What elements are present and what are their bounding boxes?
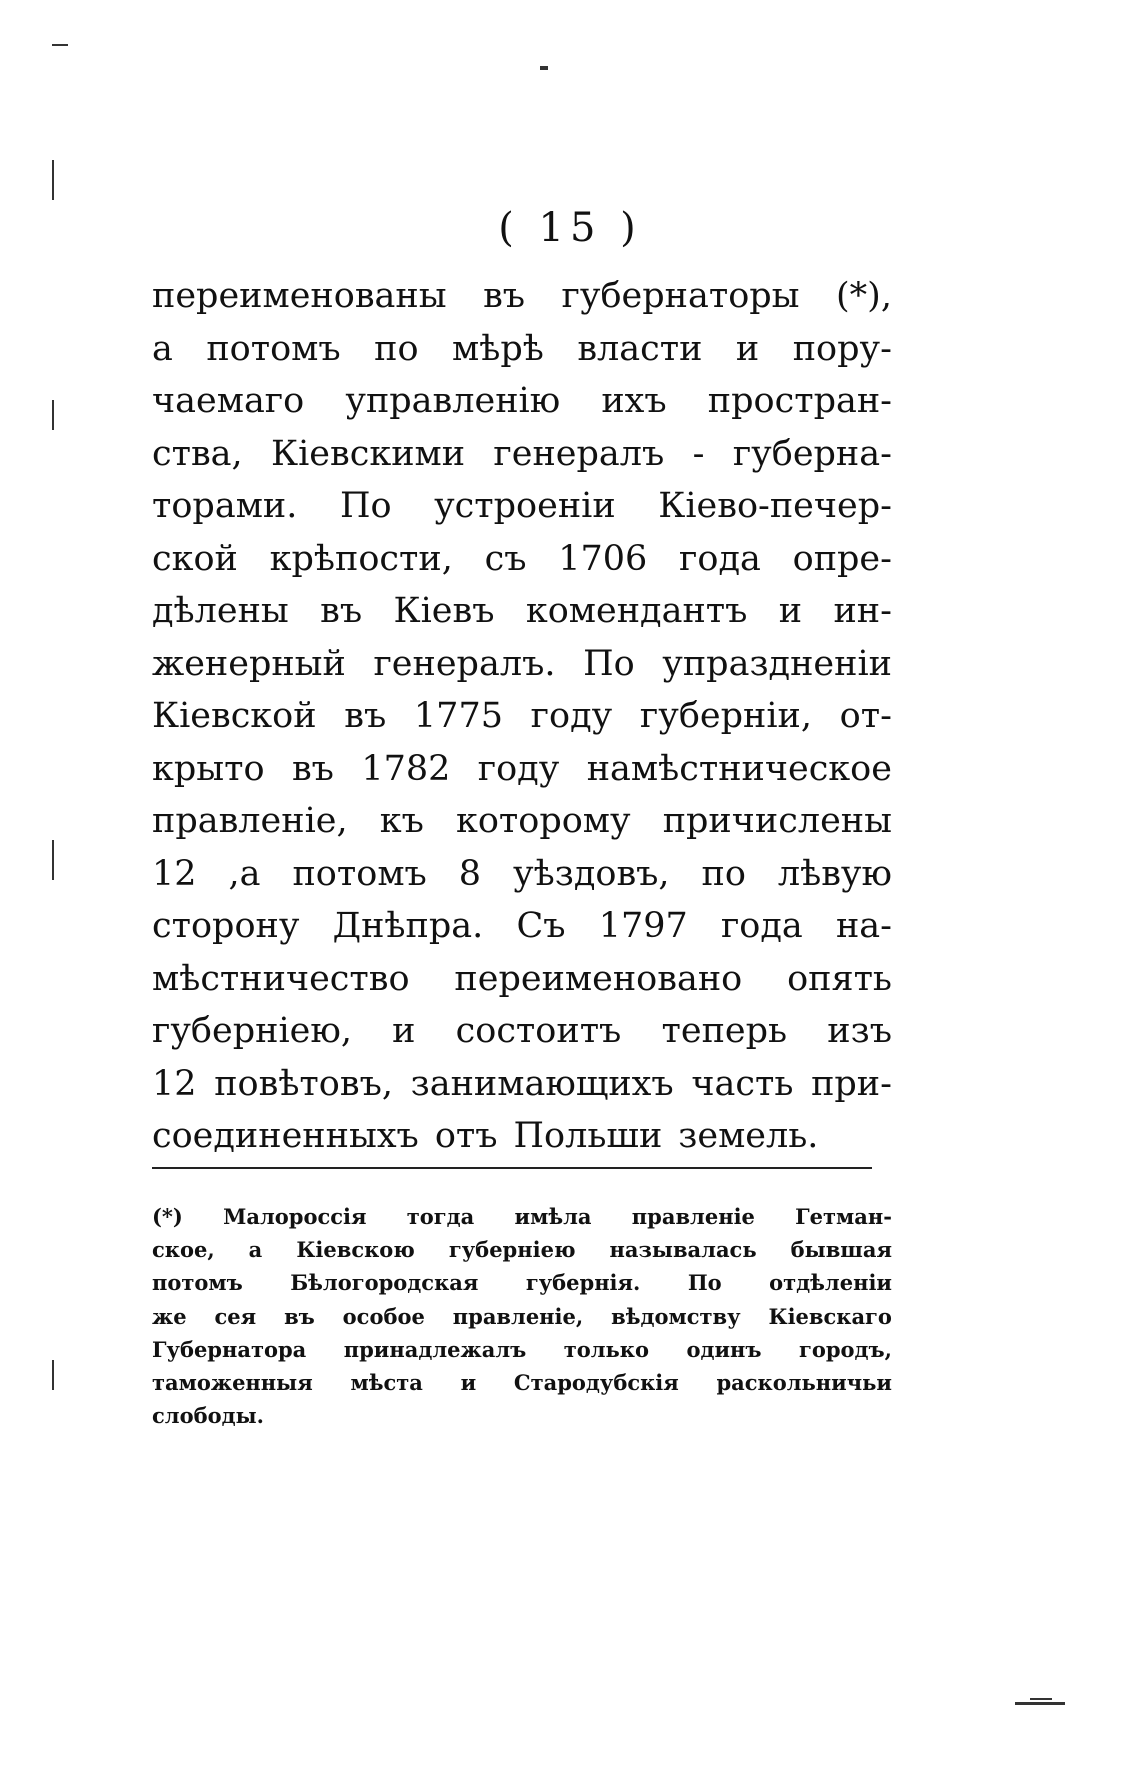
word: 12	[152, 853, 197, 894]
footnote-line	[152, 1399, 892, 1432]
word: въ	[291, 748, 334, 789]
text-line	[152, 533, 892, 586]
scan-edge-mark	[52, 400, 54, 430]
word: 1775	[413, 696, 503, 736]
word: отдѣленіи	[769, 1270, 892, 1296]
scan-edge-mark	[52, 44, 68, 46]
word: сторону	[152, 906, 300, 946]
word: управленію	[345, 381, 561, 421]
word: въ	[284, 1303, 315, 1329]
word: которому	[455, 801, 631, 841]
word: вѣдомству	[611, 1303, 741, 1329]
word: генералъ.	[373, 643, 556, 684]
word: губернія.	[525, 1270, 641, 1296]
word: дѣлены	[152, 591, 289, 631]
word: года	[679, 538, 761, 579]
text-line	[152, 585, 892, 638]
word: правленіе,	[152, 801, 348, 841]
word: а	[152, 328, 173, 369]
word: же	[152, 1303, 187, 1329]
word: (*)	[152, 1204, 183, 1229]
word: переименовано	[454, 958, 743, 999]
text-line	[152, 480, 892, 533]
word: крѣпости,	[269, 538, 453, 579]
word: переименованы	[152, 276, 447, 316]
word: устроеніи	[434, 486, 616, 526]
word: простран-	[707, 381, 892, 421]
word: пору-	[792, 328, 892, 369]
word: земель.	[678, 1116, 819, 1156]
word: губерніею,	[152, 1011, 352, 1051]
scan-edge-mark	[52, 1360, 54, 1390]
text-line	[152, 375, 892, 428]
text-line	[152, 428, 892, 481]
word: причислены	[662, 801, 892, 841]
word: Польши	[513, 1116, 663, 1156]
word: 8	[458, 853, 482, 894]
word: 1782	[361, 748, 451, 789]
word: и	[735, 328, 760, 369]
text-line	[152, 690, 892, 743]
word: Днѣпра.	[332, 906, 484, 946]
word: Гетман-	[795, 1204, 892, 1229]
word: теперь	[661, 1011, 788, 1051]
word: 1706	[558, 538, 648, 579]
word: при-	[811, 1063, 892, 1104]
scan-edge-mark	[1015, 1702, 1065, 1705]
word: а	[248, 1237, 263, 1263]
word: принадлежалъ	[343, 1336, 527, 1362]
text-line	[152, 1005, 892, 1058]
footnote-line	[152, 1300, 892, 1333]
word: по	[374, 328, 419, 369]
text-line	[152, 270, 892, 323]
word: власти	[577, 328, 703, 369]
word: правленіе,	[452, 1303, 584, 1329]
word: и	[392, 1011, 416, 1051]
word: от-	[839, 696, 892, 736]
word: отъ	[434, 1116, 498, 1156]
footnote-line	[152, 1233, 892, 1266]
word: Кіевъ	[393, 591, 495, 631]
word: и	[460, 1369, 477, 1395]
word: соединенныхъ	[152, 1116, 419, 1156]
word: по	[701, 853, 746, 894]
scan-edge-mark	[52, 160, 54, 200]
word: потомъ	[152, 1270, 243, 1296]
word: изъ	[827, 1011, 892, 1051]
word: году	[530, 696, 613, 736]
word: городъ,	[798, 1336, 892, 1362]
scan-edge-mark	[1030, 1698, 1052, 1700]
word: занимающихъ	[410, 1063, 674, 1104]
text-line	[152, 900, 892, 953]
scan-edge-mark	[52, 840, 54, 880]
scan-edge-mark	[540, 66, 548, 70]
word: генералъ	[493, 433, 665, 474]
footnote-line	[152, 1333, 892, 1366]
word: ское,	[152, 1237, 215, 1263]
word: По	[687, 1270, 722, 1296]
word: года	[720, 906, 803, 946]
word: Кіево-печер-	[658, 486, 892, 526]
word: потомъ	[206, 328, 341, 369]
word: съ	[484, 538, 527, 579]
word: таможенныя	[152, 1369, 313, 1395]
word: Кіевской	[152, 696, 317, 736]
word: чаемаго	[152, 381, 305, 421]
text-line	[152, 848, 892, 901]
word: (*),	[836, 276, 892, 316]
text-line	[152, 1110, 892, 1163]
text-line	[152, 1058, 892, 1111]
word: Губернатора	[152, 1336, 307, 1362]
text-line	[152, 953, 892, 1006]
word: мѣста	[350, 1369, 423, 1395]
word: одинъ	[686, 1336, 762, 1362]
word: По	[583, 643, 635, 684]
word: состоитъ	[455, 1011, 622, 1051]
word: упраздненіи	[662, 643, 892, 684]
word: къ	[379, 801, 424, 841]
word: потомъ	[292, 853, 427, 894]
word: раскольничьи	[716, 1369, 892, 1395]
word: Кіевскаго	[768, 1303, 892, 1329]
word: повѣтовъ,	[214, 1063, 393, 1104]
word: сея	[214, 1303, 257, 1329]
text-line	[152, 795, 892, 848]
word: бывшая	[790, 1237, 892, 1263]
footnote-line	[152, 1200, 892, 1233]
word: опре-	[792, 538, 892, 579]
word: Съ	[516, 906, 566, 946]
word: намѣстническое	[586, 748, 892, 789]
word: женерный	[152, 643, 346, 684]
word: въ	[344, 696, 387, 736]
word: уѣздовъ,	[513, 853, 670, 894]
word: ской	[152, 538, 238, 579]
footnote-separator-rule	[152, 1167, 872, 1169]
word: Бѣлогородская	[290, 1270, 479, 1296]
word: тогда	[406, 1204, 475, 1229]
word: на-	[835, 906, 892, 946]
word: торами.	[152, 486, 298, 526]
text-line	[152, 638, 892, 691]
word: въ	[483, 276, 526, 316]
word: слободы.	[152, 1403, 264, 1429]
page-number: ( 15 )	[498, 205, 642, 251]
word: Кіевскими	[271, 433, 466, 474]
footnote	[152, 1200, 892, 1432]
body-paragraph	[152, 270, 892, 1163]
word: мѣстничество	[152, 958, 410, 999]
footnote-line	[152, 1366, 892, 1399]
word: губернаторы	[561, 276, 800, 316]
word: Кіевскою	[296, 1237, 415, 1263]
word: ин-	[833, 591, 892, 631]
text-line	[152, 743, 892, 796]
word: 12	[152, 1063, 197, 1104]
word: правленіе	[631, 1204, 755, 1229]
word: Малороссія	[223, 1204, 367, 1229]
word: только	[563, 1336, 649, 1362]
word: ,а	[228, 853, 261, 894]
word: губерна-	[732, 433, 892, 474]
text-line	[152, 323, 892, 376]
word: въ	[320, 591, 363, 631]
footnote-line	[152, 1266, 892, 1299]
word: и	[778, 591, 803, 631]
word: 1797	[598, 906, 688, 946]
word: имѣла	[514, 1204, 592, 1229]
word: мѣрѣ	[452, 328, 544, 369]
word: ихъ	[601, 381, 667, 421]
word: крыто	[152, 748, 265, 789]
word: ства,	[152, 433, 243, 474]
word: -	[692, 433, 705, 474]
word: По	[339, 486, 392, 526]
word: Стародубскія	[513, 1369, 679, 1395]
word: комендантъ	[525, 591, 748, 631]
word: опять	[787, 958, 892, 999]
word: называлась	[609, 1237, 757, 1263]
word: губерніею	[448, 1237, 576, 1263]
word: особое	[342, 1303, 425, 1329]
word: часть	[691, 1063, 794, 1104]
word: губерніи,	[639, 696, 812, 736]
word: году	[477, 748, 560, 789]
word: лѣвую	[777, 853, 892, 894]
